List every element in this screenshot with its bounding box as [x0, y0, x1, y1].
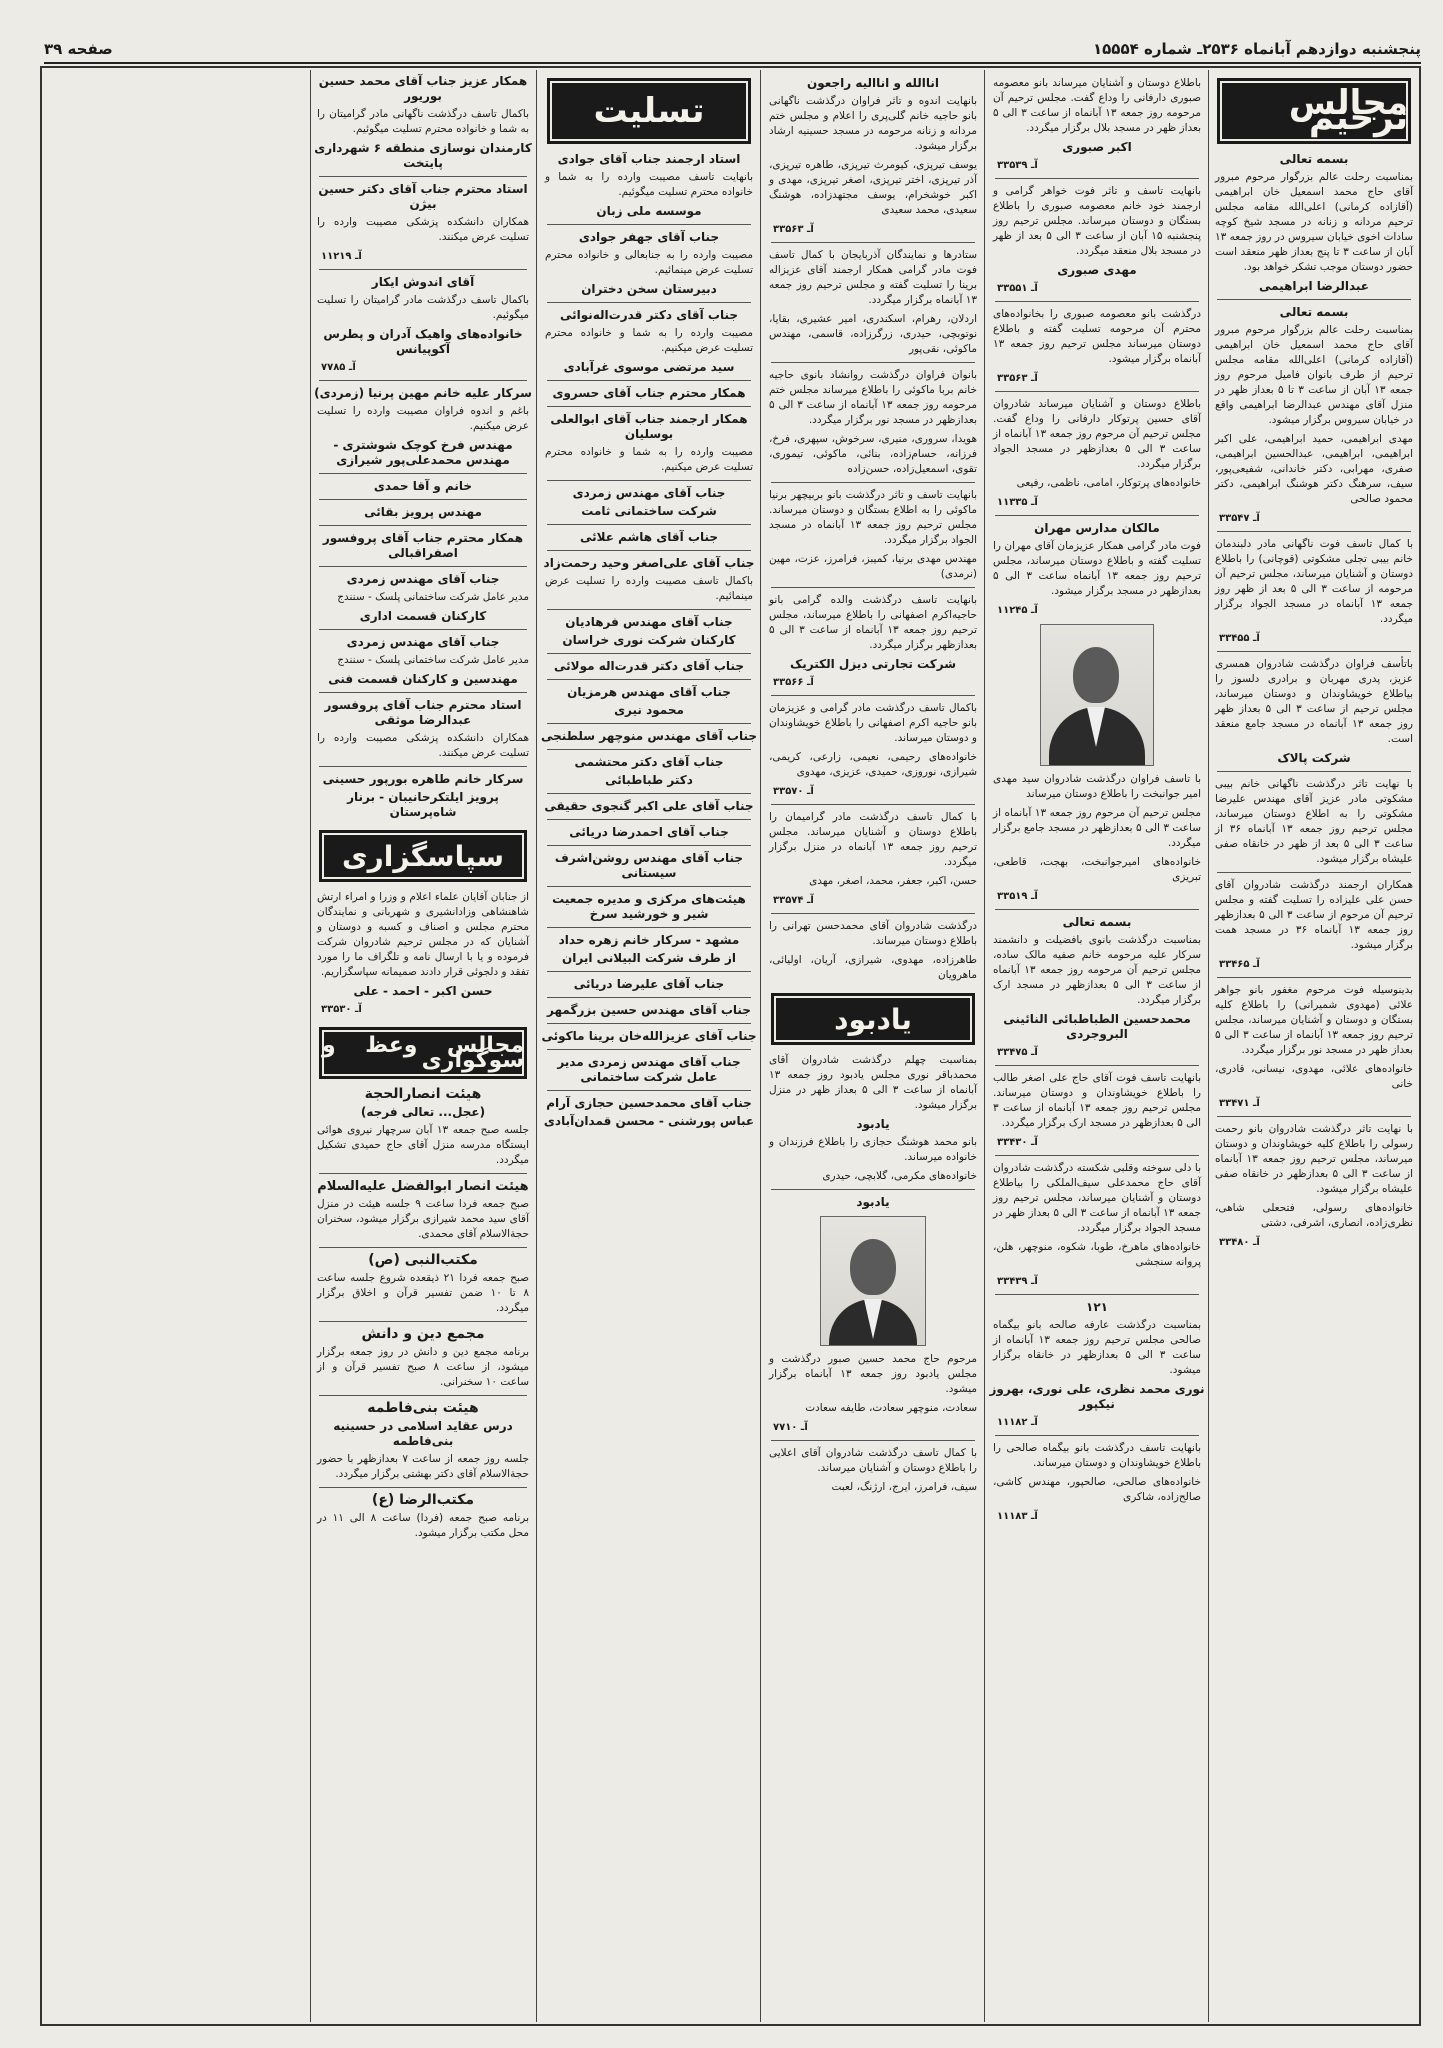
ad-code: آـ ۱۱۲۱۹ [321, 251, 362, 262]
condolence-signature: کارکنان قسمت اداری [359, 609, 487, 623]
divider [319, 525, 527, 526]
notice-signature: شرکت پالاک [1277, 751, 1351, 765]
ad-code: آـ ۳۳۴۵۵ [1219, 633, 1260, 644]
family-names: یوسف تیرپزی، کیومرث تیرپزی، طاهره تیرپزی، آذر تیرپزی، اختر تیرپزی، اصغر تیرپزی، مهدی و اکبر خوشخرام، یوسف مجتهدزاده، هوشنگ سعیدی، محمد سعیدی [769, 159, 977, 216]
notice-text: بانهایت تاسف درگذشت بانو بیگماه صالحی را باطلاع خویشاوندان و دوستان میرساند. [993, 1442, 1201, 1469]
divider [319, 1487, 527, 1488]
notice-text: با کمال تاسف درگذشت شادروان آقای اعلایی را باطلاع دوستان و آشنایان میرساند. [769, 1447, 977, 1474]
divider [547, 550, 751, 551]
condolence-heading: هیئت‌های مرکزی و مدیره جمعیت شیر و خورشید سرخ [552, 892, 746, 921]
section-banner-condolence: تسلیت [547, 78, 751, 144]
condolence-heading: سرکار علیه خانم مهین پرنیا (زمردی) [314, 386, 532, 400]
ad-code: آـ ۳۳۵۳۹ [997, 160, 1038, 171]
condolence-signature: خانواده‌های واهیک آدران و پطرس آکوپیانس [323, 327, 523, 356]
condolence-text: مدیر عامل شرکت ساختمانی پلسک - سنندج [337, 591, 529, 603]
section-banner-sermon-mourning: مجالس وعظ و سوگواری [319, 1027, 527, 1079]
ad-code: آـ ۳۳۴۸۰ [1219, 1237, 1260, 1248]
divider [771, 1189, 975, 1190]
notice-text: بمناسبت رحلت عالم بزرگوار مرحوم مبرور آقای حاج محمد اسمعیل خان ابراهیمی (آقازاده کرمانی) اعلی‌الله مقامه مجلس ترحیم مردانه و زنانه در مسجد شیخ کوچه سادات اخوی خیابان سیروس در روز جمعه ۱۳ آبان از ساعت ۳ تا پنج بعداز ظهر منعقد است حضور دوستان موجب تشکر خواهد بود. [1215, 171, 1414, 273]
divider [547, 406, 751, 407]
notice-text: با نهایت تاثر درگذشت ناگهانی خانم بیبی مشکوتی مادر عزیز آقای مهندس علیرضا مشکوتی را به اطلاع دوستان میرساند، مجلس ترحیم روز جمعه ۱۳ آبانماه ۳۶ از ساعت ۳ الی ۵ بعد از ظهر در خانقاه صفی علیشاه برگزار میشود. [1215, 778, 1413, 865]
portrait-photo [820, 1216, 926, 1346]
notice-text: درگذشت شادروان آقای محمدحسن تهرانی را باطلاع دوستان میرساند. [769, 920, 977, 947]
condolence-signature: پرویز ایلتکرحانیبان - برنار شاه‌پرستان [347, 790, 499, 819]
portrait-head [850, 1239, 896, 1295]
condolence-signature: دبیرستان سخن دختران [581, 282, 717, 296]
divider [319, 766, 527, 767]
condolence-heading: سرکار خانم طاهره بورپور حسینی [322, 772, 524, 786]
family-names: سیف، فرامرز، ایرج، ارژنگ، لعبت [831, 1481, 977, 1493]
divider [995, 1065, 1199, 1066]
divider [995, 1155, 1199, 1156]
divider [1217, 771, 1411, 772]
family-names: مهندس مهدی برنیا، کمیبز، فرامرز، عزت، مهین (نرمدی) [769, 553, 977, 580]
condolence-heading: آقای اندوش ایکار [371, 275, 475, 289]
condolence-signature: کارمندان نوسازی منطقه ۶ شهرداری پایتخت [314, 141, 532, 170]
ad-code: آـ ۳۳۴۷۱ [1219, 1098, 1260, 1109]
column-rule [536, 70, 537, 2022]
divider [1217, 651, 1411, 652]
assembly-heading: هیئت انصارالحجة [364, 1086, 482, 1102]
divider [771, 804, 975, 805]
ad-code: آـ ۳۳۵۷۴ [773, 895, 814, 906]
notice-heading: یادبود [856, 1195, 890, 1209]
divider [319, 1173, 527, 1174]
date-line: پنجشنبه دوازدهم آبانماه ۲۵۳۶ـ شماره ۱۵۵۵۴ [1092, 40, 1421, 58]
condolence-text: بانهایت تاسف مصیبت وارده را به شما و خانواده محترم تسلیت میگوئیم. [545, 171, 753, 198]
divider [319, 1321, 527, 1322]
section-banner-memorial: یادبود [771, 993, 975, 1045]
notice-text: باکمال تاسف درگذشت مادر گرامی و عزیزمان بانو حاجیه اکرم اصفهانی را باطلاع خویشاوندان و دوستان میرساند. [769, 702, 977, 744]
notice-signature: محمدحسین الطباطبائی النائینی البروجردی [1003, 1012, 1191, 1041]
notice-signature: نوری محمد نظری، علی نوری، بهروز نیکپور [989, 1382, 1205, 1411]
divider [1217, 1116, 1411, 1117]
family-names: خانواده‌های ماهرخ، طوبا، شکوه، منوچهر، هلن، پروانه سنجشی [993, 1241, 1201, 1268]
condolence-text: باکمال تاسف مصیبت وارده را تسلیت عرض مینمائیم. [545, 575, 753, 602]
notice-text: باطلاع دوستان و آشنایان میرساند بانو معصومه صبوری دارفانی را وداع گفت. مجلس ترحیم آن مرحومه روز جمعه ۱۳ آبانماه از ساعت ۳ الی ۵ بعداز ظهر در مسجد بلال برگزار میگردد. [993, 77, 1201, 134]
condolence-text: مصیبت وارده را به شما و خانواده محترم تسلیت عرض میکنیم. [545, 446, 753, 473]
divider [771, 695, 975, 696]
divider [547, 653, 751, 654]
photo-caption: با تاسف فراوان درگذشت شادروان سید مهدی امیر جوانبخت را باطلاع دوستان میرساند [993, 773, 1201, 800]
column-rule [984, 70, 985, 2022]
divider [547, 971, 751, 972]
column-rule [310, 70, 311, 2022]
assembly-heading: هیئت بنی‌فاطمه [367, 1400, 479, 1416]
divider [995, 515, 1199, 516]
ad-code: آـ ۳۳۴۶۵ [1219, 959, 1260, 970]
ad-code: آـ ۷۷۱۰ [773, 1422, 808, 1433]
ad-code: آـ ۳۳۵۶۳ [773, 224, 814, 235]
divider [547, 997, 751, 998]
notice-text: بانهایت تاسف و تاثر فوت خواهر گرامی و ارجمند خود خانم معصومه صبوری را باطلاع بستگان و دوستان میرساند. مجلس ترحیم روز پنجشنبه ۱۵ آبان از ساعت ۳ الی ۵ بعد از ظهر در مسجد بلال منعقد میگردد. [993, 185, 1202, 257]
divider [319, 473, 527, 474]
notice-signature: مهدی صبوری [1057, 263, 1137, 277]
notice-text: بانو محمد هوشنگ حجازی را باطلاع فرزندان و خانواده میرساند. [769, 1136, 977, 1163]
family-names: طاهرزاده، مهدوی، شیرازی، آریان، اولیائی، ماهرویان [769, 954, 977, 981]
family-names: سعادت، منوچهر سعادت، طایفه سعادت [805, 1402, 977, 1414]
assembly-heading: هیئت انصار ابوالفضل علیه‌السلام [317, 1179, 529, 1194]
ad-code: آـ ۱۱۱۸۲ [997, 1417, 1038, 1428]
condolence-heading: استاد محترم جناب آقای دکتر حسین بیژن [318, 182, 528, 211]
ad-code: آـ ۳۳۴۳۹ [997, 1276, 1038, 1287]
assembly-heading: مجمع دین و دانش [361, 1326, 485, 1342]
notice-text: همکاران ارجمند درگذشت شادروان آقای حسن علی علیزاده را تسلیت گفته و مجلس ترحیم آن مرحوم از ساعت ۳ الی ۵ بعدازظهر روز جمعه ۱۳ آبانماه ۳۶ در مسجد همت برگزار میشود. [1215, 879, 1414, 951]
notice-heading: یادبود [856, 1117, 890, 1131]
notice-heading: مالکان مدارس مهران [1034, 521, 1160, 535]
divider [771, 1440, 975, 1441]
divider [995, 1435, 1199, 1436]
family-names: خانواده‌های پرتوکار، امامی، ناظمی، رفیعی [1016, 477, 1201, 489]
notice-text: بانوان فراوان درگذشت روانشاد بانوی حاجیه خانم بربا ماکوئی را باطلاع میرساند مجلس ختم مرحومه روز جمعه ۱۳ آبانماه از ساعت ۳ الی ۵ بعدازظهر در مسجد نور برگزار میگردد. [769, 369, 977, 426]
assembly-text: صبح جمعه فردا ۲۱ ذیقعده شروع جلسه ساعت ۸ تا ۱۰ ضمن تفسیر قرآن و اخلاق برگزار میگردد. [317, 1272, 529, 1314]
ad-code: آـ ۳۳۴۳۰ [997, 1137, 1038, 1148]
condolence-signature: موسسه ملی زبان [596, 204, 702, 218]
condolence-signature: دکتر طباطبائی [605, 773, 693, 787]
divider [995, 391, 1199, 392]
divider [547, 749, 751, 750]
condolence-heading: جناب آقای علی اکبر گنجوی حقیقی [544, 799, 754, 813]
notice-text: ستادرها و نمایندگان آذربایجان با کمال تاسف فوت مادر گرامی همکار ارجمند آقای عزیزاله برینا را تسلیت گفته و مجلس ترحیم روز جمعه ۱۳ آبانماه برگزار میگردد. [769, 249, 977, 306]
notice-heading: بسمه تعالی [1279, 305, 1349, 319]
condolence-text: مصیبت وارده را به جنابعالی و خانواده محترم تسلیت عرض مینمائیم. [545, 249, 753, 276]
ad-code: آـ ۳۳۵۶۶ [773, 677, 814, 688]
condolence-signature: سید مرتضی موسوی غرآبادی [563, 360, 735, 374]
section-banner-gratitude: سپاسگزاری [319, 830, 527, 882]
notice-text: بمناسبت چهلم درگذشت شادروان آقای محمدباقر نوری مجلس یادبود روز جمعه ۱۳ آبانماه از ساعت ۳ الی ۵ بعداز ظهر در منزل برگزار میشود. [769, 1054, 978, 1111]
divider [319, 1247, 527, 1248]
column-rule [760, 70, 761, 2022]
condolence-heading: جناب آقای مهندس منوچهر سلطنجی [541, 729, 757, 743]
condolence-text: همکاران دانشکده پزشکی مصیبت وارده را تسلیت عرض میکنند. [317, 732, 529, 759]
divider [319, 380, 527, 381]
notice-text: با کمال تاسف درگذشت مادر گرامیمان را باطلاع دوستان و آشنایان میرساند. مجلس ترحیم روز جمعه ۱۳ آبانماه در منزل برگزار میگردد. [769, 811, 977, 868]
notice-heading: اناالله و اناالیه راجعون [806, 76, 940, 90]
condolence-heading: جناب آقای عزیزالله‌خان برینا ماکوئی [541, 1029, 757, 1043]
divider [319, 176, 527, 177]
divider [547, 793, 751, 794]
notice-heading: بسمه تعالی [1279, 152, 1349, 166]
condolence-text: همکاران دانشکده پزشکی مصیبت وارده را تسلیت عرض میکنند. [317, 216, 529, 243]
portrait-photo [1040, 624, 1154, 766]
divider [547, 723, 751, 724]
divider [547, 679, 751, 680]
ad-code: آـ ۱۱۳۳۵ [997, 497, 1038, 508]
divider [319, 269, 527, 270]
notice-text: بانهایت تاسف و تاثر درگذشت بانو بربیچهر برنیا ماکوئی را به اطلاع بستگان و دوستان میرساند. مجلس ترحیم روز جمعه ۱۳ آبانماه در مسجد الجواد برگزار میگردد. [769, 489, 977, 546]
divider [995, 1294, 1199, 1295]
family-names: خانواده‌های رحیمی، نعیمی، زارعی، کریمی، شیرازی، نوروزی، حمیدی، عزیزی، مهدوی [769, 751, 977, 778]
divider [547, 224, 751, 225]
divider [319, 629, 527, 630]
condolence-heading: جناب آقای محمدحسین حجازی آرام [546, 1096, 752, 1110]
condolence-heading: استاد محترم جناب آقای پروفسور عبدالرضا موثقی [324, 698, 522, 727]
divider [771, 482, 975, 483]
condolence-heading: استاد ارجمند جناب آقای جوادی [557, 152, 741, 166]
notice-text: با دلی سوخته وقلبی شکسته درگذشت شادروان آقای حاج محمدعلی سیف‌الملکی را بیاطلاع دوستان و آشنایان میرساند، مجلس ترحیم روز جمعه ۱۳ آبانماه از ساعت ۳ الی ۵ بعداز ظهر در مسجد الجواد برگزار میگردد. [993, 1162, 1201, 1234]
family-names: هویدا، سروری، منیری، سرخوش، سپهری، فرخ، فرزانه، حسام‌زاده، بنائی، ماکوئی، تیموری، تقوی، اسمعیل‌زاده، حسن‌زاده [769, 433, 977, 475]
notice-signature: عبدالرضا ابراهیمی [1259, 279, 1369, 293]
family-names: خانواده‌های صالحی، صالحپور، مهندس کاشی، صالح‌زاده، شاکری [993, 1476, 1201, 1503]
divider [1217, 531, 1411, 532]
divider [547, 1049, 751, 1050]
condolence-heading: جناب آقای دکتر قدرت‌اله مولائی [554, 659, 744, 673]
family-names: خانواده‌های رسولی، فتحعلی شاهی، نظری‌زاده، انصاری، اشرفی، دشتی [1215, 1202, 1413, 1229]
divider [547, 927, 751, 928]
family-names: حسن، اکبر، جعفر، محمد، اصغر، مهدی [809, 875, 977, 887]
family-names: خانواده‌های مکرمی، گلابچی، حیدری [822, 1170, 977, 1182]
running-head [44, 36, 1421, 64]
condolence-heading: جناب آقای مهندس زمردی [346, 635, 500, 649]
condolence-signature: کارکنان شرکت نوری خراسان [562, 633, 736, 647]
notice-text: بمناسبت رحلت عالم بزرگوار مرحوم مبرور آقای حاج محمد اسمعیل خان ابراهیمی (آقازاده کرمانی) اعلی‌الله مقامه مجلس ترحیم از طرف بانوان فامیل مرحوم روز جمعه ۱۳ آبان از ساعت ۳ تا ۵ بعداز ظهر در منزل آقای مهندس عبدالرضا ابراهیمی واقع در خیابان سیروس برگزار میشود. [1215, 324, 1413, 426]
condolence-signature: عباس پورشنی - محسن قمدان‌آبادی [543, 1114, 755, 1128]
ad-code: آـ ۳۳۵۵۱ [997, 283, 1038, 294]
ad-code: آـ ۱۱۱۸۳ [997, 1511, 1038, 1522]
notice-text: بانهایت اندوه و تاثر فراوان درگذشت ناگهانی بانو حاجیه خانم گلی‌پری را اعلام و مجلس ختم مردانه و زنانه مرحومه در مسجد حسینیه ارشاد برگزار میشود. [769, 95, 977, 152]
notice-text: با کمال تاسف فوت ناگهانی مادر دلبندمان خانم بیبی تجلی مشکوتی (قوچانی) را باطلاع دوستان و آشنایان میرساند، مجلس ترحیم آن مرحومه از ساعت ۳ الی ۵ بعد از ظهر روز جمعه ۱۳ آبانماه در مسجد الجواد برگزار میگردد. [1215, 538, 1414, 625]
condolence-heading: جناب آقای مهندس فرهادیان [565, 615, 733, 629]
condolence-signature: مهندس فرخ کوچک شوشتری - مهندس محمدعلی‌پور شیرازی [333, 438, 513, 467]
condolence-heading: همکار محترم جناب آقای پروفسور اصفراقبالی [322, 531, 524, 560]
condolence-heading: جناب آقای علیرضا دریائی [573, 977, 725, 991]
divider [995, 909, 1199, 910]
condolence-heading: جناب آقای جهفر جوادی [578, 230, 720, 244]
divider [1217, 872, 1411, 873]
condolence-heading: جناب آقای مهندس هرمزیان [567, 685, 731, 699]
divider [547, 302, 751, 303]
divider [319, 1395, 527, 1396]
assembly-subheading: (عجل... تعالی فرجه) [360, 1105, 486, 1119]
divider [1217, 299, 1411, 300]
condolence-signature: مهندسین و کارکنان قسمت فنی [328, 672, 518, 686]
notice-heading: بسمه تعالی [1062, 915, 1132, 929]
divider [547, 480, 751, 481]
notice-text: باطلاع دوستان و آشنایان میرساند شادروان آقای حسین پرتوکار دارفانی را وداع گفت. مجلس ترحیم آن مرحوم روز جمعه ۱۳ آبانماه از ساعت ۳ الی ۵ بعدازظهر در مسجد الجواد برگزار میگردد. [993, 398, 1201, 470]
gratitude-text: از جنابان آقایان علماء اعلام و وزرا و امراء ارتش شاهنشاهی وزادانشیری و شهربانی و نمایندگان محترم مجلس و اصناف و کسبه و دوستان و آشنایان که در مجلس ترحیم شادروان شرکت فرموده و یا با ارسال نامه و تلگراف ما را مورد تفقد و دلجوئی قرار دادند صمیمانه سپاسگزاریم. [317, 891, 529, 978]
column-1 [1211, 68, 1417, 2024]
condolence-text: مصیبت وارده را به شما و خانواده محترم تسلیت عرض میکنیم. [545, 327, 753, 354]
condolence-heading: همکار عزیز جناب آقای محمد حسین بوریور [318, 74, 528, 103]
assembly-text: جلسه روز جمعه از ساعت ۷ بعدازظهر با حضور حجة‌الاسلام آقای دکتر بهشتی برگزار میگردد. [317, 1453, 530, 1480]
divider [547, 1090, 751, 1091]
notice-number: ۱۲۱ [1086, 1300, 1108, 1314]
notice-text: مجلس ترحیم آن مرحوم روز جمعه ۱۳ آبانماه از ساعت ۳ الی ۵ بعدازظهر در مسجد جامع برگزار میگردد. [993, 807, 1202, 849]
notice-text: بمناسبت درگذشت عارفه صالحه بانو بیگماه صالحی مجلس ترحیم روز جمعه ۱۳ آبانماه از ساعت ۳ الی ۵ بعدازظهر در خانقاه برگزار میشود. [993, 1319, 1201, 1376]
condolence-text: باغم و اندوه فراوان مصیبت وارده را تسلیت عرض میکنیم. [317, 405, 529, 432]
ad-code: آـ ۱۱۲۴۵ [997, 605, 1038, 616]
condolence-text: باکمال تاسف درگذشت مادر گرامیتان را تسلیت میگوئیم. [317, 294, 529, 321]
divider [319, 566, 527, 567]
condolence-heading: مشهد - سرکار خانم زهره حداد [558, 933, 740, 947]
condolence-signature: از طرف شرکت البیلانی ایران [562, 951, 736, 965]
condolence-heading: جناب آقای دکتر محتشمی [574, 755, 724, 769]
assembly-heading: مکتب‌النبی (ص) [368, 1252, 478, 1268]
condolence-signature: شرکت ساختمانی ثامت [581, 504, 717, 518]
ad-code: آـ ۳۳۵۴۷ [1219, 513, 1260, 524]
condolence-heading: خانم و آقا حمدی [373, 479, 473, 493]
notice-signature: اکبر صبوری [1062, 140, 1132, 154]
notice-text: فوت مادر گرامی همکار عزیزمان آقای مهران را تسلیت گفته و باطلاع دوستان میرساند، مجلس ترحیم روز جمعه ۱۳ آبانماه ساعت ۳ الی ۵ بعدازظهر در مسجد برگزار میشود. [993, 540, 1202, 597]
column-2 [989, 68, 1205, 2024]
condolence-signature: محمود نیری [614, 703, 684, 717]
divider [547, 845, 751, 846]
condolence-heading: جناب آقای مهندس روشن‌اشرف سیستانی [554, 851, 744, 880]
condolence-heading: همکار ارجمند جناب آقای ابوالعلی بوسلیان [550, 412, 748, 441]
ad-code: آـ ۳۳۵۳۰ [321, 1004, 362, 1015]
family-names: اردلان، رهرام، اسکندری، امیر عشیری، بقایا، نوتوبچی، حیدری، زرگرزاده، قاسمی، مهندس ماکوئی، نقی‌پور [769, 313, 977, 355]
column-3 [765, 68, 981, 2024]
condolence-heading: جناب آقای دکتر قدرت‌اله‌نوائی [559, 308, 739, 322]
column-5 [313, 68, 533, 2024]
notice-signature: شرکت تجارتی دیزل الکتریک [790, 657, 956, 671]
condolence-heading: مهندس پرویز بقائی [364, 505, 482, 519]
notice-text: بمناسبت درگذشت بانوی بافضیلت و دانشمند سرکار علیه مرحومه خانم صفیه مالک ساده، مجلس ترحیم آن مرحومه روز جمعه ۱۳ آبانماه از ساعت ۳ الی ۵ بعدازظهر در مسجد ارک برگزار میگردد. [993, 934, 1201, 1006]
ad-code: آـ ۳۳۴۷۵ [997, 1047, 1038, 1058]
condolence-text: باکمال تاسف درگذشت ناگهانی مادر گرامیتان را به شما و خانواده محترم تسلیت میگوئیم. [317, 108, 529, 135]
divider [319, 692, 527, 693]
condolence-text: مدیر عامل شرکت ساختمانی پلسک - سنندج [337, 654, 529, 666]
assembly-text: صبح جمعه فردا ساعت ۹ جلسه هیئت در منزل آقای سید محمد شیرازی برگزار میشود، سخنران حجة‌الاسلام آقای محمدی. [317, 1198, 529, 1240]
condolence-heading: جناب آقای مهندس زمردی [346, 572, 500, 586]
ad-code: آـ ۷۷۸۵ [321, 362, 356, 373]
divider [995, 178, 1199, 179]
divider [995, 301, 1199, 302]
condolence-heading: جناب آقای هاشم علائی [579, 530, 719, 544]
ad-code: آـ ۳۳۵۷۰ [773, 786, 814, 797]
assembly-text: برنامه صبح جمعه (فردا) ساعت ۸ الی ۱۱ در محل مکتب برگزار میشود. [317, 1512, 529, 1539]
family-names: خانواده‌های امیرجوانبخت، بهجت، قاطعی، تبریزی [993, 856, 1201, 883]
column-4 [541, 68, 757, 2024]
column-rule [1208, 70, 1209, 2022]
divider [547, 1023, 751, 1024]
divider [547, 609, 751, 610]
ad-code: آـ ۳۳۵۱۹ [997, 891, 1038, 902]
condolence-heading: همکار محترم جناب آقای حسروی [552, 386, 746, 400]
assembly-text: برنامه مجمع دین و دانش در روز جمعه برگزار میشود، از ساعت ۸ صبح تفسیر قرآن و از ساعت ۱۰ سخنرانی. [317, 1346, 529, 1388]
assembly-subheading: درس عقاید اسلامی در حسینیه بنی‌فاطمه [333, 1419, 513, 1448]
condolence-heading: جناب آقای مهندس زمردی مدیر عامل شرکت ساختمانی [557, 1055, 741, 1084]
ad-code: آـ ۳۳۵۶۳ [997, 373, 1038, 384]
notice-text: مرحوم حاج محمد حسین صبور درگذشت و مجلس یادبود روز جمعه ۱۳ آبانماه برگزار میشود. [769, 1353, 978, 1395]
notice-text: بانهایت تاسف فوت آقای حاج علی اصغر طالب را باطلاع خویشاوندان و دوستان میرساند. مجلس ترحیم روز جمعه ۱۳ آبانماه از ساعت ۳ الی ۵ بعدازظهر در مسجد ارک برگزار میگردد. [993, 1072, 1201, 1129]
divider [547, 524, 751, 525]
notice-text: با نهایت تاثر درگذشت شادروان بانو رحمت رسولی را باطلاع کلیه خویشاوندان و دوستان میرساند، مجلس ترحیم روز جمعه ۱۳ آبانماه از ساعت ۳ الی ۵ بعدازظهر در خانقاه صفی علیشاه برگزار میشود. [1215, 1123, 1413, 1195]
notice-text: بانهایت تاسف درگذشت والده گرامی بانو حاجیه‌اکرم اصفهانی را باطلاع میرساند، مجلس ترحیم روز جمعه ۱۳ آبانماه از ساعت ۳ الی ۵ بعدازظهر برگزار میگردد. [769, 594, 978, 651]
assembly-text: جلسه صبح جمعه ۱۳ آبان سرچهار نیروی هوائی ایستگاه مدرسه منزل آقای حاج حمیدی تشکیل میگردد. [317, 1124, 529, 1166]
section-banner-condolence-sessions: مجالس ترحیم [1217, 78, 1411, 144]
notice-text: درگذشت بانو معصومه صبوری را بخانواده‌های محترم آن مرحومه تسلیت گفته و باطلاع دوستان میرساند مجلس ترحیم روز جمعه ۱۳ آبانماه برگزار میشود. [993, 308, 1201, 365]
divider [771, 913, 975, 914]
divider [771, 242, 975, 243]
gratitude-signature: حسن اکبر - احمد - علی [353, 984, 493, 998]
condolence-heading: جناب آقای احمدرضا دریائی [569, 825, 729, 839]
notice-text: باتأسف فراوان درگذشت شادروان همسری عزیز، پدری مهربان و برادری دلسوز را بیاطلاع خویشاوندان و دوستان میرساند، مجلس ترحیم از ساعت ۳ الی ۵ بعداز ظهر روز جمعه ۱۳ آبانماه در مسجد جامع منعقد است. [1215, 658, 1414, 745]
notice-text: بدینوسیله فوت مرحوم مغفور بانو جواهر علائی (مهدوی شمیرانی) را باطلاع کلیه بستگان و دوستان و آشنایان میرساند، مجلس ترحیم روز جمعه ۱۳ آبانماه از ساعت ۳ الی ۵ بعداز ظهر در مسجد نور برگزار میگردد. [1215, 984, 1414, 1056]
condolence-heading: جناب آقای علی‌اصغر وحید رحمت‌زاد [543, 556, 755, 570]
page-label: صفحه ۳۹ [44, 40, 113, 58]
divider [547, 886, 751, 887]
portrait-head [1073, 647, 1119, 703]
family-names: خانواده‌های علائی، مهدوی، نیسانی، قادری، خانی [1215, 1063, 1413, 1090]
condolence-heading: جناب آقای مهندس حسین بزرگمهر [547, 1003, 751, 1017]
divider [771, 587, 975, 588]
divider [319, 499, 527, 500]
family-names: مهدی ابراهیمی، حمید ابراهیمی، علی اکبر ابراهیمی، ابراهیمی، عبدالحسین ابراهیمی، صفری، مهرابی، دکتر خاندانی، شفیعی‌پور، سیف، سرهنگ دکتر هوشنگ ابراهیمی، دکتر محمود صالحی [1215, 433, 1413, 505]
divider [547, 819, 751, 820]
divider [771, 362, 975, 363]
divider [1217, 977, 1411, 978]
assembly-heading: مکتب‌الرضا (ع) [371, 1492, 475, 1508]
condolence-heading: جناب آقای مهندس زمردی [572, 486, 726, 500]
divider [547, 380, 751, 381]
